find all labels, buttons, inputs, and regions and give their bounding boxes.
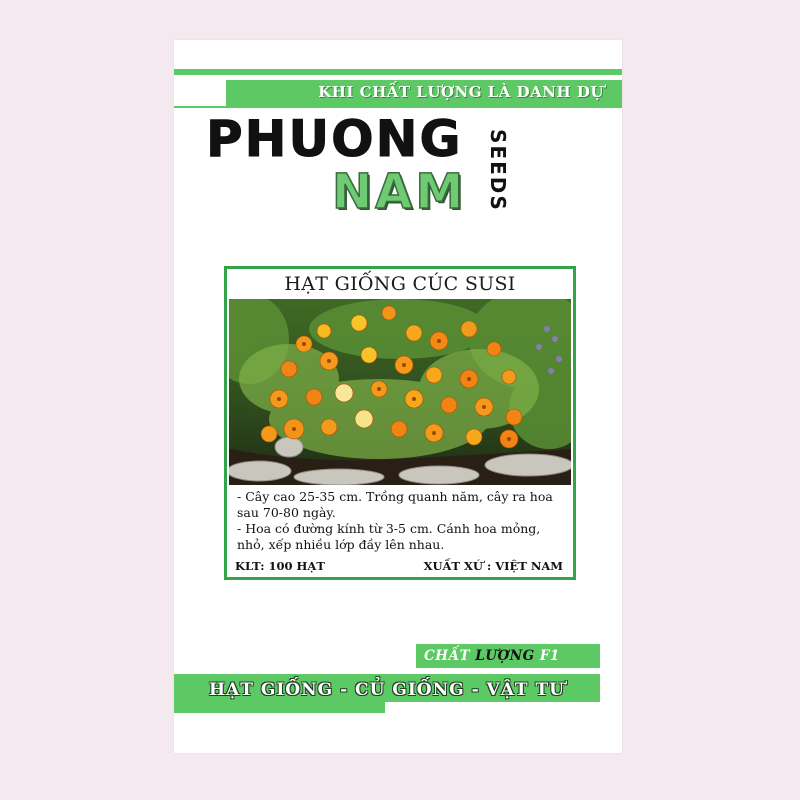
brand-name-line2: NAM xyxy=(332,164,467,220)
quality-text-part3: F1 xyxy=(539,648,560,664)
quality-text-part1: CHẤT xyxy=(424,648,471,664)
slogan-banner xyxy=(226,80,622,108)
quality-tag xyxy=(416,644,600,668)
product-title: HẠT GIỐNG CÚC SUSI xyxy=(284,273,516,295)
bottom-tagline: HẠT GIỐNG - CỦ GIỐNG - VẬT TƯ xyxy=(209,680,565,700)
description-line-2: - Hoa có đường kính từ 3-5 cm. Cánh hoa mỏng, nhỏ, xếp nhiều lớp đầy lên nhau. xyxy=(237,521,541,552)
quality-text xyxy=(424,648,560,664)
product-description xyxy=(237,489,567,553)
description-line-1: - Cây cao 25-35 cm. Trồng quanh năm, cây ra hoa sau 70-80 ngày. xyxy=(237,489,553,520)
product-frame xyxy=(224,266,576,580)
seed-packet xyxy=(174,40,622,753)
brand-seeds-label: SEEDS xyxy=(486,129,510,212)
bottom-stripe xyxy=(174,708,385,713)
quality-text-part2: LƯỢNG xyxy=(475,648,535,664)
net-quantity: KLT: 100 HẠT xyxy=(235,559,325,573)
slogan-underline xyxy=(174,106,622,108)
bottom-banner-cut xyxy=(385,702,600,708)
flower-photo xyxy=(229,299,571,485)
origin: XUẤT XỨ : VIỆT NAM xyxy=(423,559,563,573)
top-stripe xyxy=(174,69,622,75)
brand-name-line1: PHUONG xyxy=(206,110,463,168)
slogan-text: KHI CHẤT LƯỢNG LÀ DANH DỰ xyxy=(318,83,604,101)
